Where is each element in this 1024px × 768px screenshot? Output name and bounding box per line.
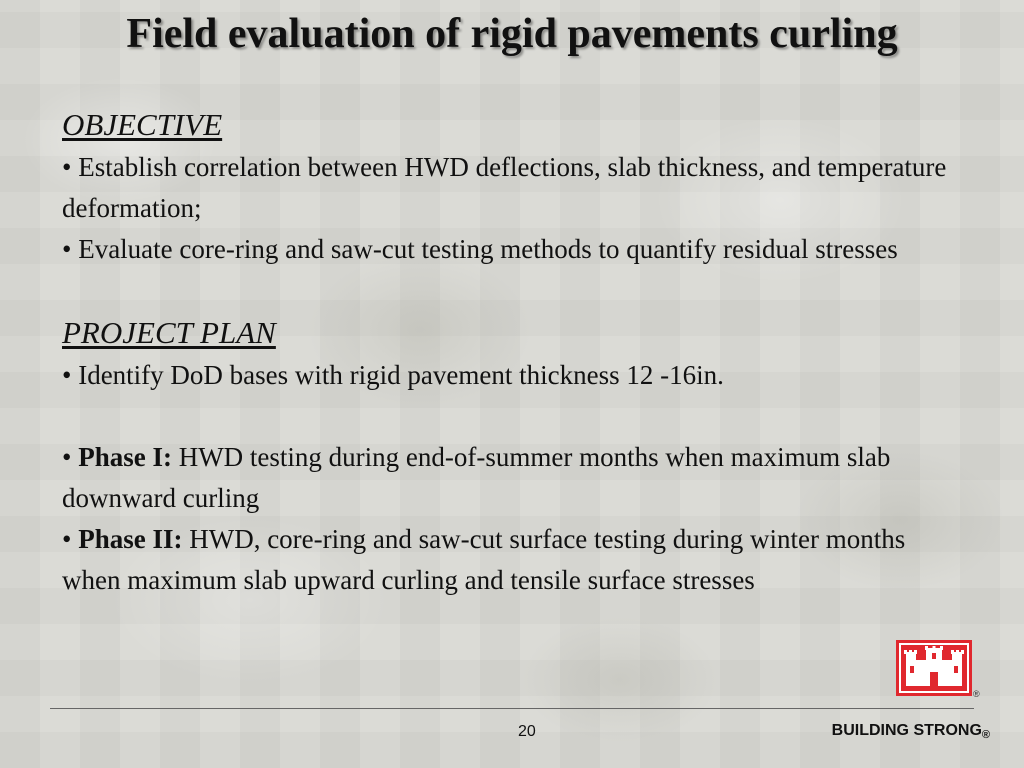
phase-2-bullet: [62, 519, 962, 601]
brand-text: BUILDING STRONG: [831, 722, 982, 739]
building-strong-brand: [832, 722, 990, 741]
phase-1-bullet-mark: •: [62, 442, 79, 472]
slide-body: [62, 103, 962, 601]
phase-1-bullet: [62, 437, 962, 519]
objective-bullet-1: • Establish correlation between HWD deflections, slab thickness, and temperature deformation;: [62, 152, 947, 223]
brand-registered-mark: ®: [981, 729, 990, 741]
logo-registered-mark: ®: [973, 689, 980, 699]
page-number: 20: [518, 723, 536, 740]
usace-castle-icon: [896, 640, 972, 696]
phase-1-text: HWD testing during end-of-summer months when maximum slab downward curling: [62, 442, 891, 513]
objective-heading: OBJECTIVE: [62, 107, 223, 142]
plan-bullet-1: • Identify DoD bases with rigid pavement thickness 12 -16in.: [62, 360, 724, 390]
phase-2-text: HWD, core-ring and saw-cut surface testing during winter months when maximum slab upward curling and tensile surface stresses: [62, 524, 906, 595]
project-plan-heading: PROJECT PLAN: [62, 315, 276, 350]
spacer: [62, 270, 962, 311]
slide-title: Field evaluation of rigid pavements curling: [126, 11, 898, 57]
spacer: [62, 396, 962, 437]
objective-bullet-2: • Evaluate core-ring and saw-cut testing methods to quantify residual stresses: [62, 234, 898, 264]
phase-1-label: Phase I:: [78, 442, 172, 472]
footer-divider: [50, 708, 974, 709]
phase-2-label: Phase II:: [78, 524, 183, 554]
phase-2-bullet-mark: •: [62, 524, 79, 554]
